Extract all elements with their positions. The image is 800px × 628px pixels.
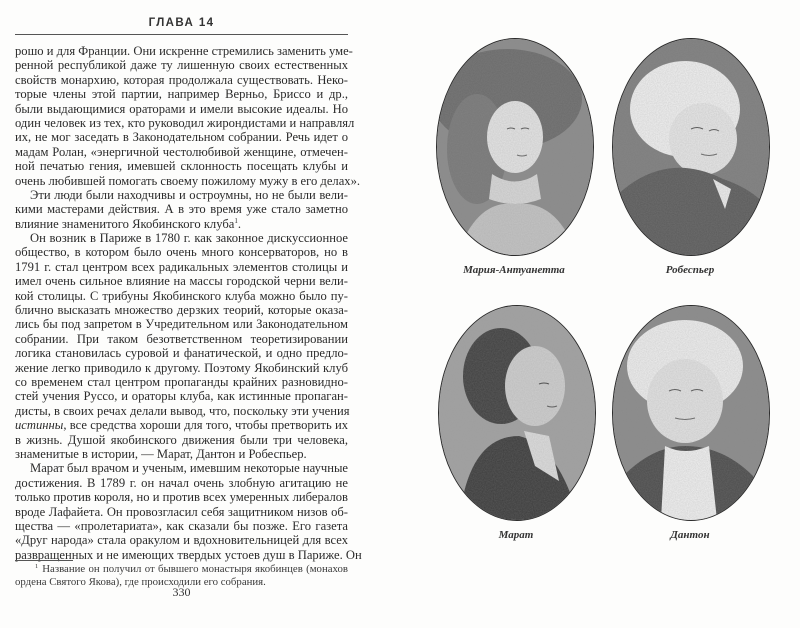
text-line: рошо и для Франции. Они искренне стремились заменить умe-	[15, 44, 353, 58]
text-line: только против короля, но и против всех умеренных либералов	[15, 490, 348, 505]
text-fragment: .	[237, 216, 242, 231]
text-line: были выдающимися ораторами и имели высокие идеалы. Но	[15, 101, 348, 116]
text-line: знаменитые в истории, — Марат, Дантон и Робеспьер.	[15, 446, 307, 461]
text-line: «Друг народа» стала оракулом и вдохновительницей для всех	[15, 533, 348, 548]
portrait-marat-icon	[438, 305, 596, 521]
text-line: мадам Ролан, «энергичной честолюбивой женщине, отмечен-	[15, 144, 348, 159]
body-text	[15, 44, 362, 562]
footnote-text: Название он получил от бывшего монастыря якобинцев (монахов	[42, 563, 348, 575]
running-head: ГЛАВА 14	[148, 17, 215, 29]
portrait-danton-icon	[612, 305, 770, 521]
text-line	[15, 217, 348, 231]
portrait-caption: Дантон	[670, 529, 710, 541]
paragraph-start-line: Эти люди были находчивы и остроумны, но не были вели-	[30, 187, 348, 202]
footnote-line	[15, 563, 348, 576]
text-line: собрании. При таком безответственном теоретизировании	[15, 331, 348, 346]
text-line: 1791 г. стал центром всех радикальных элементов столицы и	[15, 259, 348, 274]
text-line: вроде Лафайета. Он провозгласил себя защитником низов об-	[15, 504, 348, 519]
paragraph-start-line: Он возник в Париже в 1780 г. как законное дискуссионное	[30, 231, 348, 246]
text-line: достижения. В 1789 г. он начал очень злобную агитацию не	[15, 475, 348, 490]
footnote-marker: 1	[35, 563, 39, 570]
portrait-caption: Робеспьер	[665, 264, 715, 276]
text-line: один человек из тех, кто руководил жирондистами и направлял	[15, 115, 355, 130]
portrait-marie-antoinette-icon	[436, 38, 594, 256]
text-line: лись бы под запретом в Учредительном или Законодательном	[15, 317, 348, 332]
text-line: кой столицы. С трибуны Якобинского клуба можно было пу-	[15, 288, 348, 303]
text-line: очень любившей помогать своему пожилому мужу в его делах».	[15, 173, 361, 188]
footnote-line: ордена Святого Якова), где происходили его собрания.	[15, 575, 266, 588]
footnote-ref[interactable]: 1	[234, 216, 238, 225]
text-fragment: влияние знаменитого Якобинского клуба	[15, 216, 235, 231]
text-line: жение легко приводило к другому. Поэтому Якобинский клуб	[15, 360, 348, 375]
portrait-caption: Марат	[498, 529, 534, 541]
text-line: ной печатью гения, имевшей склонность посещать клубы и	[15, 159, 348, 174]
text-line: торые члены этой партии, например Верньо, Бриссо и др.,	[15, 87, 348, 102]
page-number: 330	[172, 585, 191, 599]
text-line: логика становилась суровой и фанатической, и одно предло-	[15, 346, 348, 361]
paragraph-start-line: Марат был врачом и ученым, имевшим некоторые научные	[30, 461, 348, 476]
text-line: ренной республикой даже ту лишенную своих естественных	[15, 58, 348, 73]
text-line: блично высказать множество дерзких теорий, которые оказа-	[15, 303, 348, 318]
text-line: в жизнь. Душой якобинского движения были три человека,	[15, 432, 348, 447]
text-line: их, не мог заседать в Законодательном собрании. Речь идет о	[15, 130, 348, 145]
text-line	[15, 418, 348, 432]
portrait-robespierre-icon	[612, 38, 770, 256]
text-line: стей учения Руссо, и ораторы клуба, как истинные пропаган-	[15, 389, 348, 404]
text-line: свойств монархию, которая продолжала существовать. Неко-	[15, 72, 348, 87]
text-line: дисты, в своих речах делали вывод, что, поскольку эти учения	[15, 403, 350, 418]
text-line: кими мастерами действия. А в это время уже стало заметно	[15, 202, 348, 217]
portrait-caption: Мария-Антуанетта	[463, 264, 565, 276]
emphasis-text: истинны	[15, 418, 64, 433]
text-line: развращенных и не имеющих твердых устоев душ в Париже. Он	[15, 547, 362, 562]
left-page	[15, 0, 362, 628]
text-line: общество, в котором было очень много консерваторов, но в	[15, 245, 348, 260]
text-fragment: , все средства хороши для того, чтобы претворить их	[63, 418, 348, 433]
text-line: щества — «пролетариата», как сказали бы позже. Его газета	[15, 518, 348, 533]
text-line: со временем стал центром пропаганды крайних разновидно-	[15, 374, 348, 389]
text-line: имел очень сильное влияние на массы городской черни вели-	[15, 274, 348, 289]
header-rule	[15, 34, 348, 35]
footnote-rule	[15, 560, 73, 561]
